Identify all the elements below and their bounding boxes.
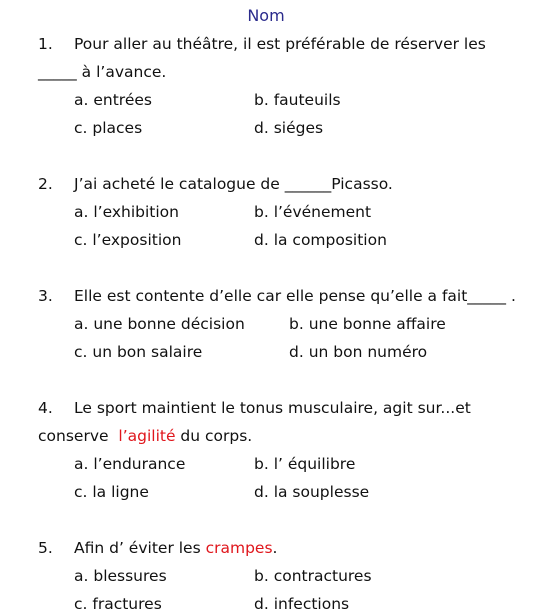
question-1-text-line2: _____ à l’avance. [38,63,167,81]
question-4-option-a: a. l’endurance [74,455,186,473]
question-2-text-line1: J’ai acheté le catalogue de ______Picasso. [74,175,393,193]
question-5-option-a: a. blessures [74,567,167,585]
question-5-text-line1 [74,538,277,558]
question-5-option-d: d. infections [254,595,350,613]
question-3-number: 3. [38,287,53,305]
question-2-option-a: a. l’exhibition [74,203,179,221]
question-1-option-a: a. entrées [74,91,152,109]
question-4-text-line1: Le sport maintient le tonus musculaire, agit sur...et [74,399,471,417]
question-2-option-d: d. la composition [254,231,387,249]
question-1-text-line1: Pour aller au théâtre, il est préférable de réserver les [74,35,486,53]
question-3-option-a: a. une bonne décision [74,315,245,333]
question-4-text-pre: conserve [38,427,114,445]
page-title: Nom [247,6,285,25]
question-2-number: 2. [38,175,53,193]
question-4-text-post: du corps. [175,427,253,445]
question-5-option-c: c. fractures [74,595,162,613]
question-1-option-d: d. siéges [254,119,324,137]
question-5-highlight: crampes [205,539,273,557]
question-3-option-d: d. un bon numéro [289,343,428,361]
question-5-option-b: b. contractures [254,567,372,585]
question-5-text-post: . [272,539,278,557]
question-2-option-b: b. l’événement [254,203,372,221]
question-4-option-c: c. la ligne [74,483,149,501]
question-1-number: 1. [38,35,53,53]
question-2-option-c: c. l’exposition [74,231,182,249]
question-4-highlight: l’agilité [118,427,176,445]
question-3-option-b: b. une bonne affaire [289,315,446,333]
question-1-option-c: c. places [74,119,143,137]
question-4-option-b: b. l’ équilibre [254,455,356,473]
question-1-option-b: b. fauteuils [254,91,341,109]
question-3-text-line1: Elle est contente d’elle car elle pense qu’elle a fait_____ . [74,287,516,305]
question-5-text-pre: Afin d’ éviter les [74,539,206,557]
question-5-number: 5. [38,539,53,557]
question-3-option-c: c. un bon salaire [74,343,203,361]
question-4-text-line2 [38,426,252,446]
question-4-number: 4. [38,399,53,417]
question-4-option-d: d. la souplesse [254,483,370,501]
